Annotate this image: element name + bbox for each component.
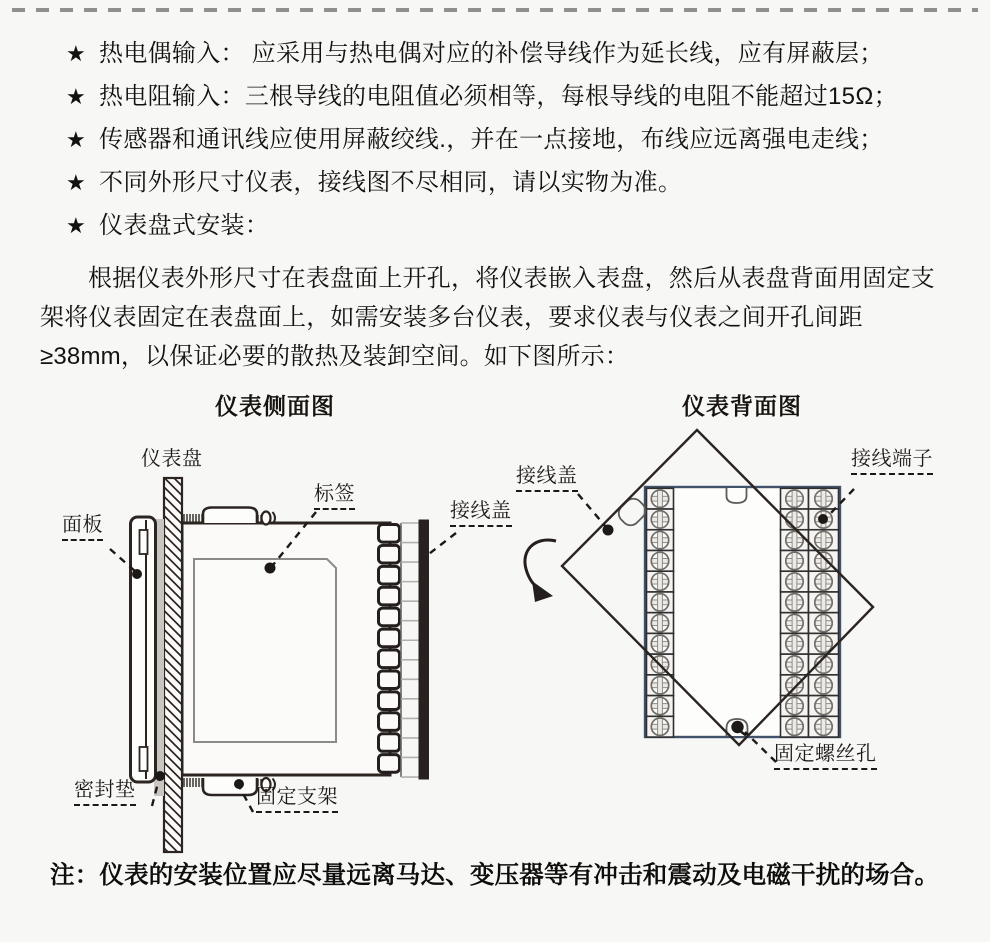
tag-area-shape — [194, 559, 336, 742]
bullet-item — [66, 40, 955, 67]
bullet-text: 不同外形尺寸仪表，接线图不尽相同，请以实物为准。 — [99, 169, 683, 196]
bottom-fixing-bracket-shape — [203, 778, 257, 795]
label-panel-board: 仪表盘 — [141, 448, 203, 470]
label-fixing-bracket: 固定支架 — [256, 786, 338, 813]
figures-area — [0, 380, 990, 860]
bullet-item — [66, 83, 955, 110]
bullet-list — [40, 40, 955, 239]
installation-paragraph: 根据仪表外形尺寸在表盘面上开孔，将仪表嵌入表盘，然后从表盘背面用固定支架将仪表固定在表盘面上，如需安装多台仪表，要求仪表与仪表之间开孔间距≥38mm，以保证必要的散热及装卸空间。如下图所示： — [40, 265, 935, 370]
bullet-text: 仪表盘式安装： — [99, 212, 270, 239]
top-screw-hole-tab — [727, 488, 747, 503]
label-seal-gasket: 密封垫 — [74, 779, 136, 806]
back-view-title: 仪表背面图 — [682, 394, 802, 419]
page-top-dashed-border — [12, 8, 978, 12]
label-front-panel: 面板 — [62, 514, 103, 541]
bullet-text: 传感器和通讯线应使用屏蔽绞线.，并在一点接地，布线应远离强电走线； — [99, 126, 884, 153]
front-panel-shape — [131, 517, 156, 782]
rotation-arrowhead — [532, 581, 553, 602]
panel-wall-shape — [164, 478, 182, 852]
bullet-item — [66, 126, 955, 153]
star-bullet-icon: ★ — [66, 127, 87, 152]
bullet-item — [66, 169, 955, 196]
star-bullet-icon: ★ — [66, 84, 87, 109]
label-screw-hole: 固定螺丝孔 — [774, 743, 877, 770]
side-view-title: 仪表侧面图 — [215, 394, 335, 419]
bullet-item — [66, 212, 955, 239]
wiring-cover-bar-shape — [419, 520, 430, 780]
terminal-ladder-lines — [401, 523, 419, 777]
top-fixing-bracket-shape — [203, 508, 257, 524]
bullet-text: 热电偶输入： 应采用与热电偶对应的补偿导线作为延长线，应有屏蔽层； — [99, 40, 884, 67]
label-terminals: 接线端子 — [851, 448, 933, 475]
label-wiring-cover-side: 接线盖 — [450, 500, 512, 527]
star-bullet-icon: ★ — [66, 41, 87, 66]
bullet-text: 热电阻输入：三根导线的电阻值必须相等，每根导线的电阻不能超过15Ω； — [99, 83, 898, 110]
top-screw-head — [262, 512, 271, 525]
text-content — [40, 40, 955, 376]
star-bullet-icon: ★ — [66, 170, 87, 195]
label-wiring-cover-back: 接线盖 — [516, 465, 578, 492]
bottom-note: 注：仪表的安装位置应尽量远离马达、变压器等有冲击和震动及电磁干扰的场合。 — [50, 862, 940, 889]
rotation-arrow — [525, 540, 556, 591]
label-tag: 标签 — [314, 483, 355, 510]
star-bullet-icon: ★ — [66, 213, 87, 238]
